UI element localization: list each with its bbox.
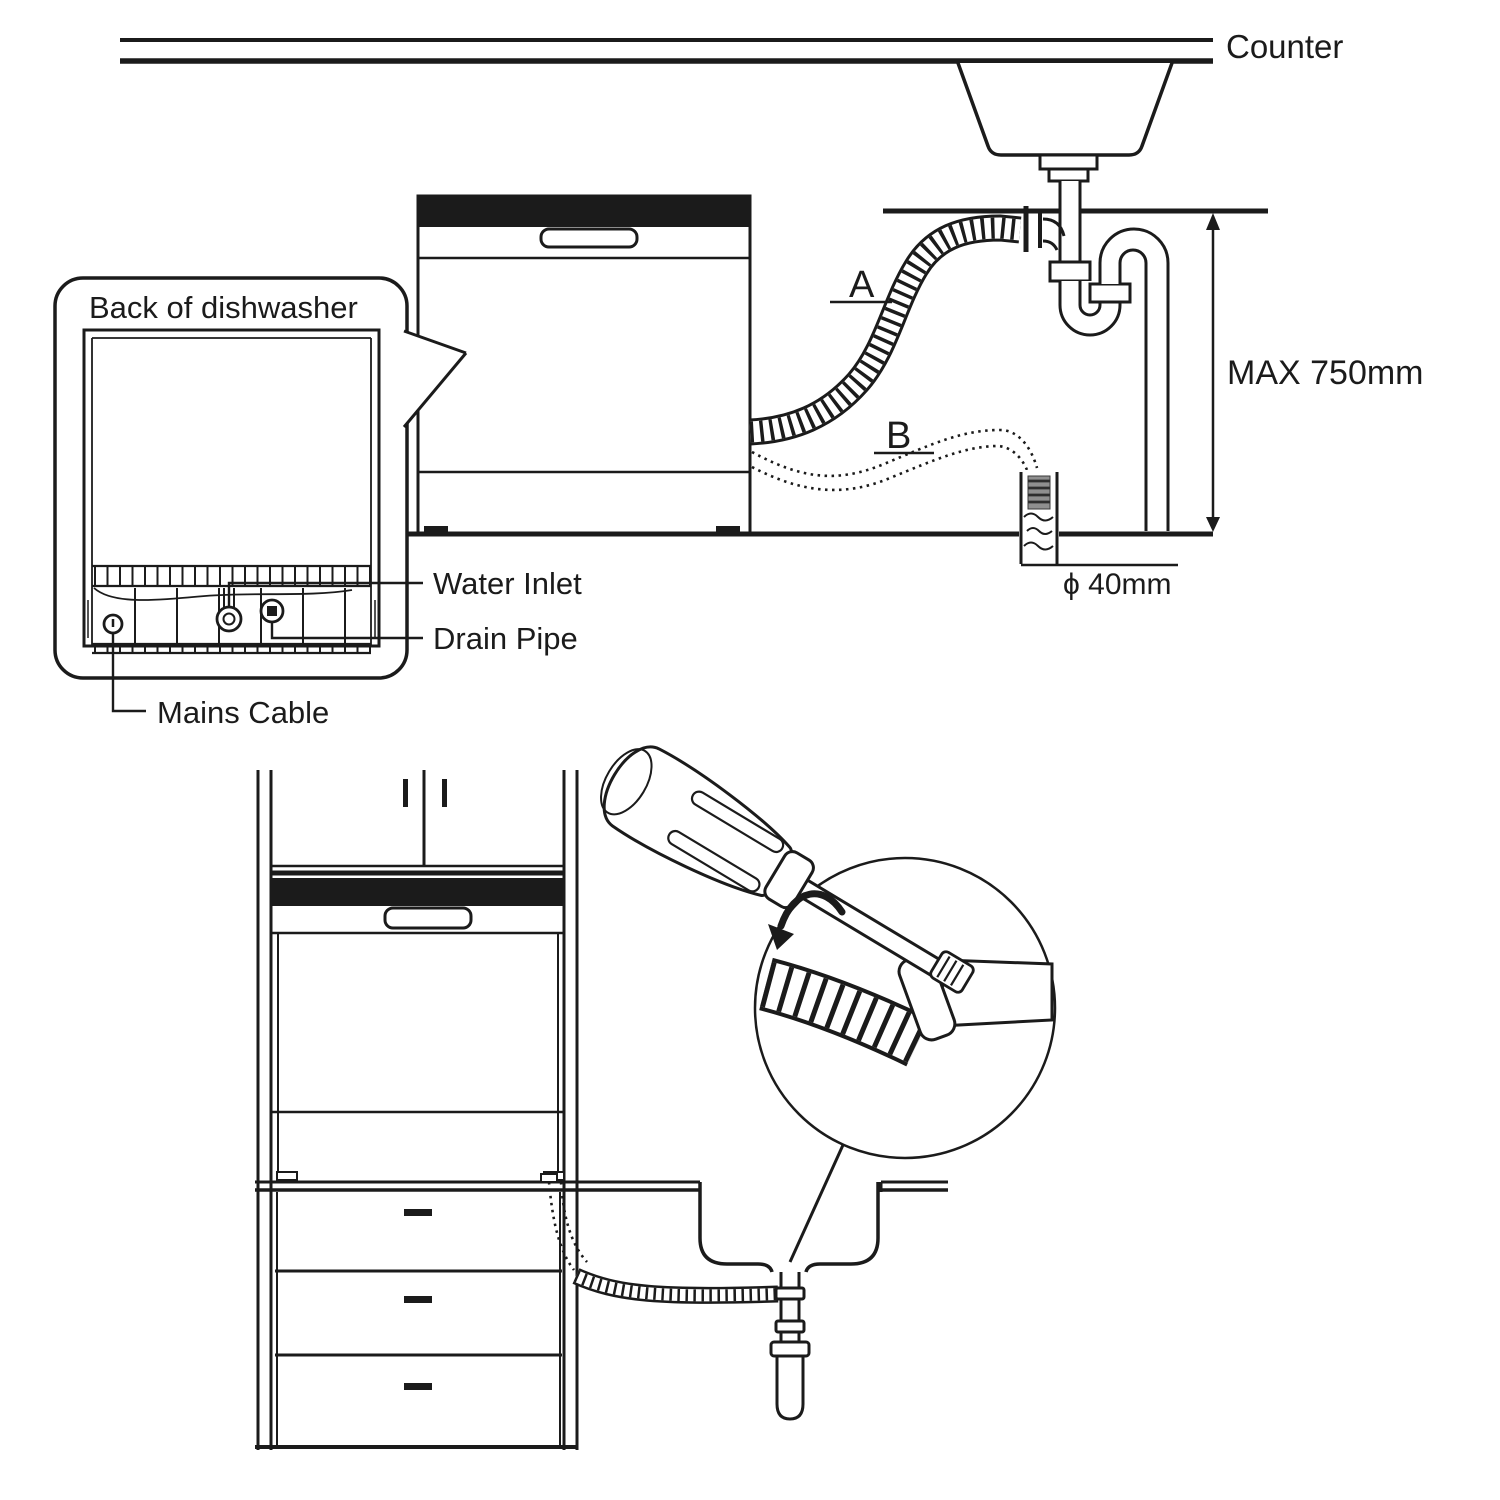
drain-hose-bottom <box>549 1182 778 1295</box>
back-panel <box>84 330 379 653</box>
hose-b-label-group <box>874 415 934 457</box>
top-installation-diagram <box>55 28 1424 730</box>
counter <box>120 40 1213 61</box>
hose-pass-through <box>541 1174 557 1182</box>
sink-drain-assembly <box>771 1272 809 1419</box>
sink-bottom <box>700 1182 878 1272</box>
max-height-label: MAX 750mm <box>1227 354 1424 392</box>
dishwasher-handle <box>385 908 471 928</box>
cabinet <box>255 770 578 1450</box>
standpipe-diameter-label: ϕ 40mm <box>1063 568 1172 601</box>
detail-circle <box>755 858 1055 1158</box>
bottom-installation-diagram <box>255 732 1055 1450</box>
countertop <box>255 1174 948 1192</box>
built-in-dishwasher <box>272 878 564 1180</box>
detail-leader-line <box>790 1145 843 1262</box>
hose-b-label: B <box>886 415 912 457</box>
drawers <box>275 1192 562 1447</box>
mains-cable-label: Mains Cable <box>157 695 330 730</box>
inset-title: Back of dishwasher <box>89 290 358 325</box>
dishwasher-front <box>418 196 750 533</box>
hose-a-label-group <box>830 264 892 306</box>
max-height-dimension <box>1206 213 1220 532</box>
kitchen-sink-top <box>958 63 1172 181</box>
water-inlet-label: Water Inlet <box>433 566 582 601</box>
wall-cabinet <box>271 770 564 873</box>
dishwasher-handle <box>541 229 637 247</box>
drain-pipe-label: Drain Pipe <box>433 621 578 656</box>
counter-label: Counter <box>1226 28 1344 65</box>
sink-drain-trap <box>1050 181 1168 531</box>
mains-cable-connector <box>104 615 122 633</box>
water-inlet-connector <box>217 607 241 631</box>
drain-hose-a <box>750 206 1064 432</box>
drain-pipe-connector <box>261 600 283 622</box>
hose-a-label: A <box>849 264 875 306</box>
